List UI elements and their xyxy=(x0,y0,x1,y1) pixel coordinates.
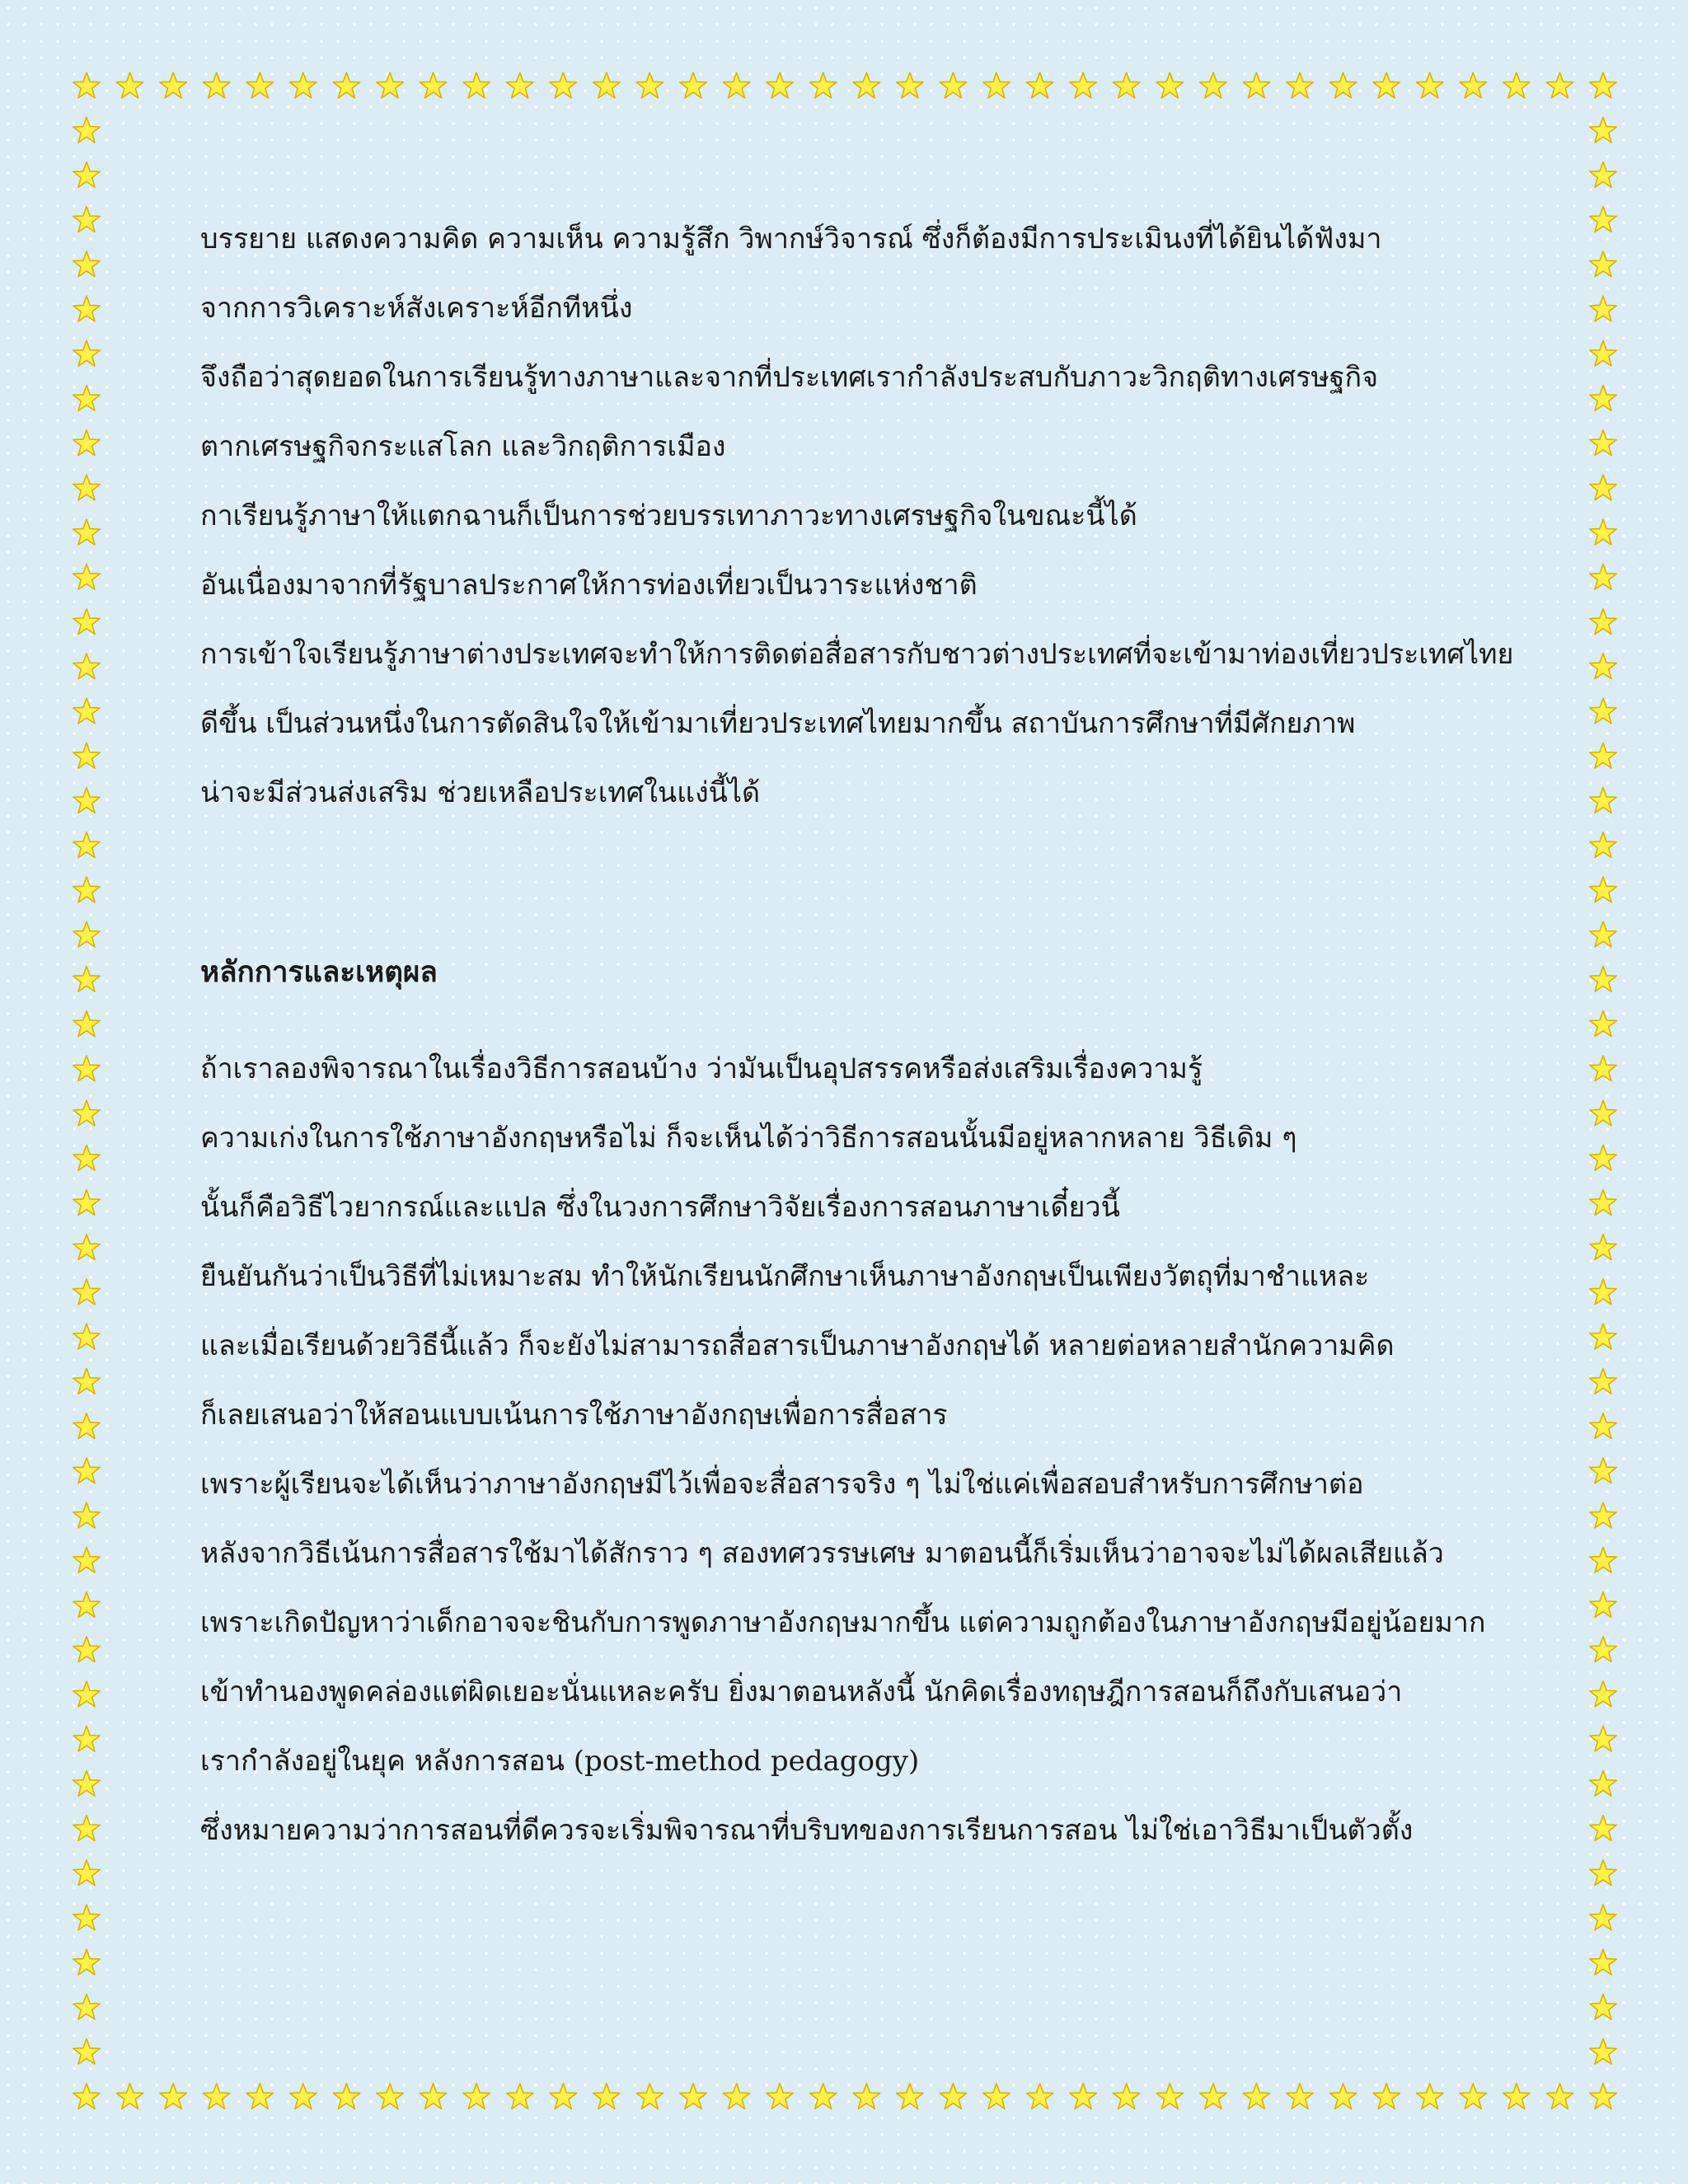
text-line: ความเก่งในการใช้ภาษาอังกฤษหรือไม่ ก็จะเห็นได้ว่าวิธีการสอนนั้นมีอยู่หลากหลาย วิธีเดิม ๆ xyxy=(200,1122,1297,1155)
star-icon xyxy=(1287,2083,1313,2109)
star-icon xyxy=(73,1056,100,1081)
star-icon xyxy=(853,2083,879,2109)
star-icon xyxy=(1590,1368,1616,1394)
star-icon xyxy=(1156,73,1183,98)
section-heading: หลักการและเหตุผล xyxy=(200,955,438,989)
star-icon xyxy=(1590,162,1616,187)
star-icon xyxy=(73,1145,100,1170)
star-icon xyxy=(1590,475,1616,500)
star-icon xyxy=(333,2083,359,2109)
star-icon xyxy=(73,609,100,635)
star-icon xyxy=(73,1458,100,1483)
star-icon xyxy=(73,1637,100,1662)
text-line: บรรยาย แสดงความคิด ความเห็น ความรู้สึก วิพากษ์วิจารณ์ ซึ่งก็ต้องมีการประเมินงที่ได้ยินได้ฟังมา xyxy=(200,223,1382,255)
star-icon xyxy=(73,340,100,366)
paragraph-intro xyxy=(200,204,1513,827)
star-icon xyxy=(73,207,100,232)
star-icon xyxy=(73,296,100,321)
paragraph-rationale xyxy=(200,1034,1485,1865)
star-icon xyxy=(507,2083,533,2109)
star-icon xyxy=(940,73,966,98)
star-icon xyxy=(680,2083,706,2109)
star-icon xyxy=(420,73,446,98)
star-icon xyxy=(593,73,620,98)
star-icon xyxy=(1590,921,1616,947)
star-icon xyxy=(507,73,533,98)
star-icon xyxy=(1590,1324,1616,1349)
text-line: จากการวิเคราะห์สังเคราะห์อีกทีหนึ่ง xyxy=(200,292,633,325)
star-icon xyxy=(1590,1011,1616,1037)
star-icon xyxy=(550,2083,576,2109)
star-icon xyxy=(1546,2083,1573,2109)
star-icon xyxy=(1026,2083,1053,2109)
text-line: ก็เลยเสนอว่าให้สอนแบบเน้นการใช้ภาษาอังกฤษเพื่อการสื่อสาร xyxy=(200,1399,948,1432)
star-icon xyxy=(1590,117,1616,143)
star-icon xyxy=(73,921,100,947)
star-icon xyxy=(73,430,100,456)
star-icon xyxy=(246,2083,273,2109)
star-icon xyxy=(1329,2083,1356,2109)
star-icon xyxy=(897,2083,923,2109)
star-icon xyxy=(1590,386,1616,411)
star-icon xyxy=(73,73,100,98)
star-icon xyxy=(73,1816,100,1841)
star-icon xyxy=(1590,1279,1616,1305)
text-line: หลังจากวิธีเน้นการสื่อสารใช้มาได้สักราว ๆ สองทศวรรษเศษ มาตอนนี้ก็เริ่มเห็นว่าอาจจะไม่ได้ผลเสียแล้ว xyxy=(200,1537,1444,1570)
star-icon xyxy=(1114,73,1140,98)
star-icon xyxy=(73,519,100,545)
star-icon xyxy=(377,73,403,98)
star-icon xyxy=(1590,877,1616,902)
star-icon xyxy=(333,73,359,98)
star-icon xyxy=(1417,73,1443,98)
star-icon xyxy=(73,1324,100,1349)
star-icon xyxy=(420,2083,446,2109)
text-line: ถ้าเราลองพิจารณาในเรื่องวิธีการสอนบ้าง ว่ามันเป็นอุปสรรคหรือส่งเสริมเรื่องความรู้ xyxy=(200,1052,1203,1085)
text-line: ยืนยันกันว่าเป็นวิธีที่ไม่เหมาะสม ทำให้นักเรียนนักศึกษาเห็นภาษาอังกฤษเป็นเพียงวัตถุที่มาชำแหละ xyxy=(200,1260,1370,1293)
star-icon xyxy=(73,1100,100,1126)
star-icon xyxy=(1590,2083,1616,2109)
text-line: อันเนื่องมาจากที่รัฐบาลประกาศให้การท่องเที่ยวเป็นวาระแห่งชาติ xyxy=(200,569,978,602)
star-icon xyxy=(1503,73,1530,98)
star-icon xyxy=(73,832,100,858)
star-icon xyxy=(116,2083,143,2109)
star-icon xyxy=(1590,832,1616,858)
star-icon xyxy=(1373,73,1400,98)
star-icon xyxy=(463,73,490,98)
star-icon xyxy=(73,1413,100,1439)
star-icon xyxy=(1590,340,1616,366)
star-icon xyxy=(290,2083,316,2109)
star-icon xyxy=(1590,207,1616,232)
star-icon xyxy=(204,2083,230,2109)
text-line: เพราะผู้เรียนจะได้เห็นว่าภาษาอังกฤษมีไว้เพื่อจะสื่อสารจริง ๆ ไม่ใช่แค่เพื่อสอบสำหรับการศึกษาต่อ xyxy=(200,1468,1364,1501)
star-icon xyxy=(810,2083,837,2109)
star-icon xyxy=(983,2083,1010,2109)
star-icon xyxy=(73,966,100,991)
star-icon xyxy=(767,73,793,98)
star-icon xyxy=(1590,1994,1616,2020)
star-icon xyxy=(636,73,663,98)
star-icon xyxy=(550,73,576,98)
star-icon xyxy=(73,1770,100,1796)
star-icon xyxy=(940,2083,966,2109)
star-icon xyxy=(636,2083,663,2109)
star-icon xyxy=(1590,788,1616,813)
star-icon xyxy=(1329,73,1356,98)
text-line: กาเรียนรู้ภาษาให้แตกฉานก็เป็นการช่วยบรรเทาภาวะทางเศรษฐกิจในขณะนี้ได้ xyxy=(200,499,1137,532)
star-icon xyxy=(1590,519,1616,545)
star-icon xyxy=(73,475,100,500)
star-icon xyxy=(1590,1726,1616,1751)
star-icon xyxy=(1417,2083,1443,2109)
star-icon xyxy=(593,2083,620,2109)
star-icon xyxy=(73,1592,100,1618)
star-icon xyxy=(1590,1056,1616,1081)
star-icon xyxy=(116,73,143,98)
text-line: ตากเศรษฐกิจกระแสโลก และวิกฤติการเมือง xyxy=(200,430,726,463)
star-icon xyxy=(1287,73,1313,98)
star-icon xyxy=(73,1905,100,1930)
star-icon xyxy=(810,73,837,98)
star-icon xyxy=(1546,73,1573,98)
star-icon xyxy=(1503,2083,1530,2109)
star-icon xyxy=(1590,1905,1616,1930)
star-icon xyxy=(1590,698,1616,724)
star-icon xyxy=(73,1547,100,1572)
star-icon xyxy=(1070,73,1096,98)
star-icon xyxy=(73,162,100,187)
text-line: เข้าทำนองพูดคล่องแต่ผิดเยอะนั่นแหละครับ ยิ่งมาตอนหลังนี้ นักคิดเรื่องทฤษฎีการสอนก็ถึงกับเสนอว่า xyxy=(200,1675,1403,1708)
star-icon xyxy=(1590,1502,1616,1528)
text-line: น่าจะมีส่วนส่งเสริม ช่วยเหลือประเทศในแง่นี้ได้ xyxy=(200,776,761,809)
star-icon xyxy=(1590,430,1616,456)
star-icon xyxy=(73,1235,100,1260)
star-icon xyxy=(73,1994,100,2020)
star-icon xyxy=(73,877,100,902)
star-icon xyxy=(73,1368,100,1394)
star-icon xyxy=(1590,564,1616,589)
star-icon xyxy=(73,117,100,143)
section-heading-wrap xyxy=(200,938,438,1007)
text-line: จึงถือว่าสุดยอดในการเรียนรู้ทางภาษาและจากที่ประเทศเรากำลังประสบกับภาวะวิกฤติทางเศรษฐกิจ xyxy=(200,361,1379,394)
star-icon xyxy=(1590,1816,1616,1841)
star-icon xyxy=(73,1726,100,1751)
star-icon xyxy=(1590,743,1616,768)
star-icon xyxy=(853,73,879,98)
star-icon xyxy=(73,788,100,813)
star-icon xyxy=(73,251,100,277)
star-icon xyxy=(1243,73,1269,98)
star-icon xyxy=(73,1681,100,1707)
star-icon xyxy=(1200,2083,1226,2109)
star-icon xyxy=(1070,2083,1096,2109)
star-icon xyxy=(1026,73,1053,98)
star-icon xyxy=(73,1502,100,1528)
star-icon xyxy=(723,73,749,98)
star-icon xyxy=(73,386,100,411)
star-icon xyxy=(290,73,316,98)
star-icon xyxy=(377,2083,403,2109)
star-icon xyxy=(73,654,100,679)
star-icon xyxy=(73,1860,100,1886)
star-icon xyxy=(1156,2083,1183,2109)
star-icon xyxy=(160,73,186,98)
star-icon xyxy=(1590,1681,1616,1707)
star-icon xyxy=(1590,1458,1616,1483)
star-icon xyxy=(1114,2083,1140,2109)
star-icon xyxy=(1590,1145,1616,1170)
text-line: เรากำลังอยู่ในยุค หลังการสอน (post-method pedagogy) xyxy=(200,1745,920,1778)
text-line: นั้นก็คือวิธีไวยากรณ์และแปล ซึ่งในวงการศึกษาวิจัยเรื่องการสอนภาษาเดี๋ยวนี้ xyxy=(200,1191,1120,1224)
star-icon xyxy=(1590,1190,1616,1216)
star-icon xyxy=(1590,1547,1616,1572)
star-icon xyxy=(1590,2039,1616,2064)
star-icon xyxy=(73,698,100,724)
star-icon xyxy=(767,2083,793,2109)
star-icon xyxy=(1590,1413,1616,1439)
star-icon xyxy=(1243,2083,1269,2109)
text-line: การเข้าใจเรียนรู้ภาษาต่างประเทศจะทำให้การติดต่อสื่อสารกับชาวต่างประเทศที่จะเข้ามาท่องเที่ยวประเทศไทย xyxy=(200,638,1514,671)
text-line: ซึ่งหมายความว่าการสอนที่ดีควรจะเริ่มพิจารณาที่บริบทของการเรียนการสอน ไม่ใช่เอาวิธีมาเป็นตัวตั้ง xyxy=(200,1814,1414,1847)
star-icon xyxy=(73,1011,100,1037)
star-icon xyxy=(1460,2083,1486,2109)
star-icon xyxy=(73,564,100,589)
star-icon xyxy=(73,1279,100,1305)
star-icon xyxy=(463,2083,490,2109)
star-icon xyxy=(1373,2083,1400,2109)
star-icon xyxy=(1590,1860,1616,1886)
star-icon xyxy=(1590,654,1616,679)
star-icon xyxy=(73,1190,100,1216)
star-icon xyxy=(73,743,100,768)
text-line: เพราะเกิดปัญหาว่าเด็กอาจจะชินกับการพูดภาษาอังกฤษมากขึ้น แต่ความถูกต้องในภาษาอังกฤษมีอยู่น้อยมาก xyxy=(200,1606,1486,1639)
star-icon xyxy=(73,1949,100,1975)
star-icon xyxy=(1590,296,1616,321)
star-icon xyxy=(73,2083,100,2109)
star-icon xyxy=(204,73,230,98)
text-line: และเมื่อเรียนด้วยวิธีนี้แล้ว ก็จะยังไม่สามารถสื่อสารเป็นภาษาอังกฤษได้ หลายต่อหลายสำนักความคิด xyxy=(200,1329,1395,1362)
star-icon xyxy=(246,73,273,98)
star-icon xyxy=(723,2083,749,2109)
star-icon xyxy=(1590,1637,1616,1662)
star-icon xyxy=(1590,609,1616,635)
star-icon xyxy=(1590,966,1616,991)
text-line: ดีขึ้น เป็นส่วนหนึ่งในการตัดสินใจให้เข้ามาเที่ยวประเทศไทยมากขึ้น สถาบันการศึกษาที่มีศักยภาพ xyxy=(200,707,1356,740)
star-icon xyxy=(897,73,923,98)
star-icon xyxy=(1590,251,1616,277)
star-icon xyxy=(1460,73,1486,98)
star-icon xyxy=(1590,1235,1616,1260)
star-icon xyxy=(1590,1592,1616,1618)
star-icon xyxy=(680,73,706,98)
star-icon xyxy=(1590,73,1616,98)
star-icon xyxy=(1200,73,1226,98)
star-icon xyxy=(983,73,1010,98)
star-icon xyxy=(73,2039,100,2064)
star-icon xyxy=(1590,1949,1616,1975)
star-icon xyxy=(160,2083,186,2109)
star-icon xyxy=(1590,1770,1616,1796)
star-icon xyxy=(1590,1100,1616,1126)
